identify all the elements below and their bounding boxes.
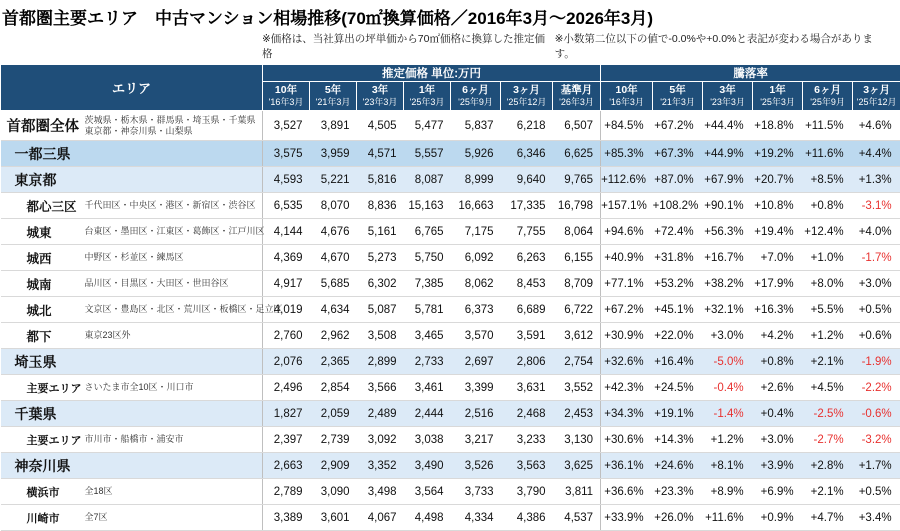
price-cell: 3,527	[263, 111, 310, 141]
price-cell: 4,505	[357, 111, 404, 141]
change-cell: +53.2%	[653, 271, 703, 297]
table-row	[1, 427, 900, 453]
row-label: 城北	[1, 297, 83, 323]
table-row	[1, 141, 900, 167]
change-cell: -2.5%	[803, 401, 853, 427]
change-cell: -1.7%	[853, 245, 900, 271]
change-cell: +3.0%	[753, 427, 803, 453]
note-rounding: ※小数第二位以下の値で-0.0%や+0.0%と表記が変わる場合があります。	[555, 31, 892, 61]
change-cell: +7.0%	[753, 245, 803, 271]
price-cell: 3,552	[553, 375, 601, 401]
row-description	[83, 167, 263, 193]
change-cell: +31.8%	[653, 245, 703, 271]
price-cell: 4,571	[357, 141, 404, 167]
row-description	[83, 141, 263, 167]
change-cell: +30.6%	[601, 427, 653, 453]
price-cell: 2,733	[404, 349, 451, 375]
price-cell: 4,593	[263, 167, 310, 193]
price-cell: 1,827	[263, 401, 310, 427]
change-cell: +4.5%	[803, 375, 853, 401]
price-cell: 6,373	[451, 297, 501, 323]
price-cell: 5,221	[310, 167, 357, 193]
price-cell: 2,444	[404, 401, 451, 427]
price-cell: 6,722	[553, 297, 601, 323]
change-cell: +20.7%	[753, 167, 803, 193]
price-cell: 7,755	[501, 219, 553, 245]
price-cell: 2,516	[451, 401, 501, 427]
price-cell: 3,891	[310, 111, 357, 141]
price-cell: 2,899	[357, 349, 404, 375]
price-cell: 2,739	[310, 427, 357, 453]
price-cell: 8,062	[451, 271, 501, 297]
price-cell: 4,369	[263, 245, 310, 271]
change-cell: +30.9%	[601, 323, 653, 349]
change-cell: +2.1%	[803, 479, 853, 505]
price-cell: 6,625	[553, 141, 601, 167]
page-title: 首都圏主要エリア 中古マンション相場推移(70㎡換算価格／2016年3月〜2026年3月)	[0, 0, 900, 31]
header-change-col-0: 10年 '16年3月	[601, 82, 653, 111]
change-cell: +32.1%	[703, 297, 753, 323]
price-cell: 3,508	[357, 323, 404, 349]
row-description	[83, 401, 263, 427]
price-cell: 5,477	[404, 111, 451, 141]
row-description: 市川市・船橋市・浦安市	[83, 427, 263, 453]
header-price-col-6: 基準月 '26年3月	[553, 82, 601, 111]
change-cell: +67.2%	[601, 297, 653, 323]
price-cell: 8,064	[553, 219, 601, 245]
change-cell: +108.2%	[653, 193, 703, 219]
table-row	[1, 349, 900, 375]
price-cell: 3,130	[553, 427, 601, 453]
price-cell: 7,385	[404, 271, 451, 297]
change-cell: +44.9%	[703, 141, 753, 167]
price-cell: 5,273	[357, 245, 404, 271]
header-price-group: 推定価格 単位:万円	[263, 65, 601, 82]
table-row	[1, 297, 900, 323]
price-cell: 3,570	[451, 323, 501, 349]
change-cell: -2.7%	[803, 427, 853, 453]
price-cell: 3,526	[451, 453, 501, 479]
price-cell: 16,798	[553, 193, 601, 219]
change-cell: +1.0%	[803, 245, 853, 271]
change-cell: +4.0%	[853, 219, 900, 245]
price-cell: 3,631	[501, 375, 553, 401]
change-cell: +5.5%	[803, 297, 853, 323]
change-cell: +34.3%	[601, 401, 653, 427]
price-cell: 3,498	[357, 479, 404, 505]
change-cell: +90.1%	[703, 193, 753, 219]
row-label: 川崎市	[1, 505, 83, 531]
price-cell: 2,489	[357, 401, 404, 427]
change-cell: +6.9%	[753, 479, 803, 505]
change-cell: +40.9%	[601, 245, 653, 271]
change-cell: +77.1%	[601, 271, 653, 297]
price-cell: 5,837	[451, 111, 501, 141]
change-cell: +11.5%	[803, 111, 853, 141]
market-table	[0, 64, 900, 531]
row-label: 東京都	[1, 167, 83, 193]
change-cell: +3.0%	[703, 323, 753, 349]
price-cell: 3,575	[263, 141, 310, 167]
price-cell: 3,352	[357, 453, 404, 479]
change-cell: +8.9%	[703, 479, 753, 505]
change-cell: +2.6%	[753, 375, 803, 401]
change-cell: +56.3%	[703, 219, 753, 245]
price-cell: 2,909	[310, 453, 357, 479]
change-cell: +17.9%	[753, 271, 803, 297]
change-cell: -3.1%	[853, 193, 900, 219]
change-cell: +157.1%	[601, 193, 653, 219]
price-cell: 9,640	[501, 167, 553, 193]
row-label: 首都圏全体	[1, 111, 83, 141]
table-row	[1, 401, 900, 427]
table-row	[1, 219, 900, 245]
row-label: 城南	[1, 271, 83, 297]
price-cell: 6,765	[404, 219, 451, 245]
row-label: 埼玉県	[1, 349, 83, 375]
price-cell: 5,161	[357, 219, 404, 245]
price-cell: 6,155	[553, 245, 601, 271]
price-cell: 8,453	[501, 271, 553, 297]
price-cell: 2,962	[310, 323, 357, 349]
price-cell: 5,781	[404, 297, 451, 323]
row-description: 台東区・墨田区・江東区・葛飾区・江戸川区	[83, 219, 263, 245]
change-cell: +4.2%	[753, 323, 803, 349]
change-cell: +42.3%	[601, 375, 653, 401]
price-cell: 2,754	[553, 349, 601, 375]
row-label: 主要エリア	[1, 427, 83, 453]
row-label: 神奈川県	[1, 453, 83, 479]
header-price-col-3: 1年 '25年3月	[404, 82, 451, 111]
price-cell: 5,557	[404, 141, 451, 167]
change-cell: +67.3%	[653, 141, 703, 167]
price-cell: 2,365	[310, 349, 357, 375]
price-cell: 6,302	[357, 271, 404, 297]
change-cell: +1.2%	[703, 427, 753, 453]
change-cell: +4.4%	[853, 141, 900, 167]
header-price-col-4: 6ヶ月 '25年9月	[451, 82, 501, 111]
price-cell: 7,175	[451, 219, 501, 245]
table-row	[1, 505, 900, 531]
change-cell: +0.9%	[753, 505, 803, 531]
header-change-col-2: 3年 '23年3月	[703, 82, 753, 111]
price-cell: 2,468	[501, 401, 553, 427]
change-cell: +8.5%	[803, 167, 853, 193]
change-cell: +36.6%	[601, 479, 653, 505]
price-cell: 3,563	[501, 453, 553, 479]
price-cell: 3,092	[357, 427, 404, 453]
change-cell: +1.7%	[853, 453, 900, 479]
price-cell: 2,496	[263, 375, 310, 401]
price-cell: 3,564	[404, 479, 451, 505]
change-cell: -3.2%	[853, 427, 900, 453]
change-cell: +14.3%	[653, 427, 703, 453]
row-label: 城東	[1, 219, 83, 245]
change-cell: +0.8%	[753, 349, 803, 375]
row-label: 城西	[1, 245, 83, 271]
price-cell: 3,733	[451, 479, 501, 505]
row-label: 千葉県	[1, 401, 83, 427]
price-cell: 17,335	[501, 193, 553, 219]
price-cell: 2,697	[451, 349, 501, 375]
change-cell: +33.9%	[601, 505, 653, 531]
price-cell: 3,038	[404, 427, 451, 453]
price-cell: 3,790	[501, 479, 553, 505]
price-cell: 6,263	[501, 245, 553, 271]
price-cell: 3,811	[553, 479, 601, 505]
price-cell: 3,625	[553, 453, 601, 479]
table-row	[1, 111, 900, 141]
price-cell: 3,399	[451, 375, 501, 401]
price-cell: 4,334	[451, 505, 501, 531]
price-cell: 4,067	[357, 505, 404, 531]
price-cell: 4,144	[263, 219, 310, 245]
header-change-col-3: 1年 '25年3月	[753, 82, 803, 111]
row-label: 横浜市	[1, 479, 83, 505]
change-cell: +0.5%	[853, 479, 900, 505]
row-description: 東京23区外	[83, 323, 263, 349]
row-description	[83, 349, 263, 375]
change-cell: +94.6%	[601, 219, 653, 245]
change-cell: +19.1%	[653, 401, 703, 427]
row-label: 都下	[1, 323, 83, 349]
price-cell: 4,917	[263, 271, 310, 297]
change-cell: +24.5%	[653, 375, 703, 401]
header-price-col-2: 3年 '23年3月	[357, 82, 404, 111]
change-cell: +32.6%	[601, 349, 653, 375]
price-cell: 4,019	[263, 297, 310, 323]
price-cell: 2,397	[263, 427, 310, 453]
price-cell: 3,233	[501, 427, 553, 453]
price-cell: 3,090	[310, 479, 357, 505]
change-cell: +11.6%	[703, 505, 753, 531]
change-cell: -1.9%	[853, 349, 900, 375]
change-cell: +18.8%	[753, 111, 803, 141]
table-row	[1, 453, 900, 479]
price-cell: 15,163	[404, 193, 451, 219]
price-cell: 2,453	[553, 401, 601, 427]
row-label: 一都三県	[1, 141, 83, 167]
price-cell: 3,601	[310, 505, 357, 531]
price-cell: 4,537	[553, 505, 601, 531]
change-cell: +19.4%	[753, 219, 803, 245]
change-cell: +26.0%	[653, 505, 703, 531]
change-cell: -0.6%	[853, 401, 900, 427]
table-row	[1, 479, 900, 505]
price-cell: 2,059	[310, 401, 357, 427]
row-description: 茨城県・栃木県・群馬県・埼玉県・千葉県 東京都・神奈川県・山梨県	[83, 111, 263, 141]
price-cell: 8,070	[310, 193, 357, 219]
row-description: 品川区・目黒区・大田区・世田谷区	[83, 271, 263, 297]
price-cell: 3,465	[404, 323, 451, 349]
price-cell: 6,346	[501, 141, 553, 167]
price-cell: 2,806	[501, 349, 553, 375]
price-cell: 4,634	[310, 297, 357, 323]
change-cell: +112.6%	[601, 167, 653, 193]
price-cell: 8,836	[357, 193, 404, 219]
price-cell: 2,789	[263, 479, 310, 505]
table-row	[1, 167, 900, 193]
price-cell: 5,685	[310, 271, 357, 297]
header-change-col-1: 5年 '21年3月	[653, 82, 703, 111]
table-row	[1, 271, 900, 297]
change-cell: +0.8%	[803, 193, 853, 219]
change-cell: +12.4%	[803, 219, 853, 245]
change-cell: +1.2%	[803, 323, 853, 349]
change-cell: +36.1%	[601, 453, 653, 479]
table-header	[1, 65, 900, 111]
price-cell: 6,092	[451, 245, 501, 271]
price-cell: 3,217	[451, 427, 501, 453]
change-cell: +38.2%	[703, 271, 753, 297]
price-cell: 5,816	[357, 167, 404, 193]
change-cell: +19.2%	[753, 141, 803, 167]
change-cell: -0.4%	[703, 375, 753, 401]
row-label: 主要エリア	[1, 375, 83, 401]
row-description: 全18区	[83, 479, 263, 505]
row-description: さいたま市全10区・川口市	[83, 375, 263, 401]
price-cell: 6,535	[263, 193, 310, 219]
change-cell: +72.4%	[653, 219, 703, 245]
price-cell: 3,959	[310, 141, 357, 167]
price-cell: 8,999	[451, 167, 501, 193]
change-cell: +2.8%	[803, 453, 853, 479]
change-cell: +4.7%	[803, 505, 853, 531]
change-cell: +16.3%	[753, 297, 803, 323]
change-cell: +1.3%	[853, 167, 900, 193]
change-cell: +22.0%	[653, 323, 703, 349]
header-change-group: 騰落率	[601, 65, 900, 82]
change-cell: +3.4%	[853, 505, 900, 531]
price-cell: 4,670	[310, 245, 357, 271]
price-cell: 2,663	[263, 453, 310, 479]
price-cell: 3,461	[404, 375, 451, 401]
price-cell: 9,765	[553, 167, 601, 193]
table-body	[1, 111, 900, 531]
price-cell: 8,709	[553, 271, 601, 297]
change-cell: +24.6%	[653, 453, 703, 479]
price-cell: 3,612	[553, 323, 601, 349]
price-cell: 8,087	[404, 167, 451, 193]
price-cell: 3,591	[501, 323, 553, 349]
row-description: 全7区	[83, 505, 263, 531]
table-row	[1, 193, 900, 219]
change-cell: +84.5%	[601, 111, 653, 141]
change-cell: +67.9%	[703, 167, 753, 193]
change-cell: +87.0%	[653, 167, 703, 193]
row-description: 文京区・豊島区・北区・荒川区・板橋区・足立区	[83, 297, 263, 323]
change-cell: +44.4%	[703, 111, 753, 141]
row-description	[83, 453, 263, 479]
price-cell: 5,750	[404, 245, 451, 271]
change-cell: +3.9%	[753, 453, 803, 479]
price-cell: 6,507	[553, 111, 601, 141]
header-price-col-5: 3ヶ月 '25年12月	[501, 82, 553, 111]
price-cell: 3,389	[263, 505, 310, 531]
change-cell: +8.1%	[703, 453, 753, 479]
price-cell: 3,490	[404, 453, 451, 479]
row-description: 中野区・杉並区・練馬区	[83, 245, 263, 271]
change-cell: +11.6%	[803, 141, 853, 167]
price-cell: 4,386	[501, 505, 553, 531]
table-row	[1, 375, 900, 401]
change-cell: +2.1%	[803, 349, 853, 375]
price-cell: 4,498	[404, 505, 451, 531]
change-cell: +3.0%	[853, 271, 900, 297]
price-cell: 3,566	[357, 375, 404, 401]
price-cell: 2,076	[263, 349, 310, 375]
note-row	[0, 31, 900, 64]
change-cell: +4.6%	[853, 111, 900, 141]
price-cell: 2,854	[310, 375, 357, 401]
change-cell: +0.5%	[853, 297, 900, 323]
change-cell: -5.0%	[703, 349, 753, 375]
change-cell: +16.7%	[703, 245, 753, 271]
price-cell: 6,689	[501, 297, 553, 323]
price-cell: 2,760	[263, 323, 310, 349]
change-cell: +0.6%	[853, 323, 900, 349]
header-change-col-4: 6ヶ月 '25年9月	[803, 82, 853, 111]
change-cell: +45.1%	[653, 297, 703, 323]
note-price: ※価格は、当社算出の坪単価から70㎡価格に換算した推定価格	[262, 31, 555, 61]
header-change-col-5: 3ヶ月 '25年12月	[853, 82, 900, 111]
header-price-col-0: 10年 '16年3月	[263, 82, 310, 111]
price-cell: 16,663	[451, 193, 501, 219]
change-cell: -2.2%	[853, 375, 900, 401]
change-cell: +8.0%	[803, 271, 853, 297]
row-label: 都心三区	[1, 193, 83, 219]
change-cell: +23.3%	[653, 479, 703, 505]
table-row	[1, 245, 900, 271]
change-cell: +10.8%	[753, 193, 803, 219]
table-row	[1, 323, 900, 349]
price-cell: 5,926	[451, 141, 501, 167]
change-cell: +67.2%	[653, 111, 703, 141]
header-area: エリア	[1, 65, 263, 111]
change-cell: +85.3%	[601, 141, 653, 167]
price-cell: 4,676	[310, 219, 357, 245]
price-cell: 6,218	[501, 111, 553, 141]
change-cell: +0.4%	[753, 401, 803, 427]
row-description: 千代田区・中央区・港区・新宿区・渋谷区	[83, 193, 263, 219]
change-cell: +16.4%	[653, 349, 703, 375]
price-cell: 5,087	[357, 297, 404, 323]
change-cell: -1.4%	[703, 401, 753, 427]
header-price-col-1: 5年 '21年3月	[310, 82, 357, 111]
